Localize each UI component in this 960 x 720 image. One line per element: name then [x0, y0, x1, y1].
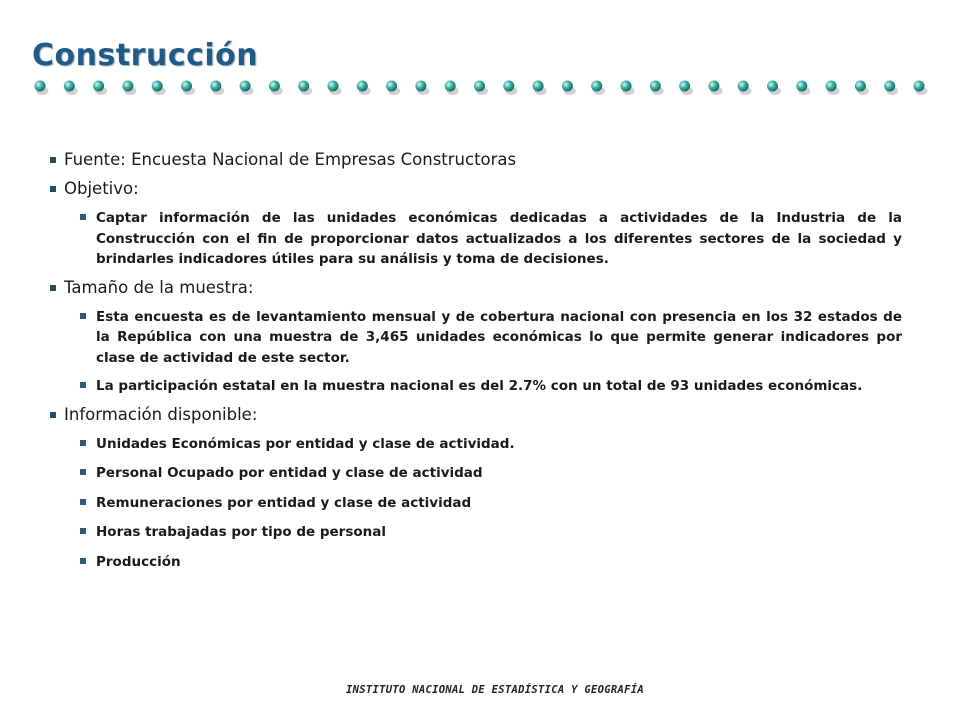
informacion-item: Producción: [80, 552, 902, 573]
dot: [796, 81, 807, 92]
dot: [562, 81, 573, 92]
decorative-dot-divider: [30, 74, 935, 102]
dot: [269, 81, 280, 92]
dot: [93, 81, 104, 92]
dot: [328, 81, 339, 92]
dot: [210, 81, 221, 92]
dot: [357, 81, 368, 92]
dot: [474, 81, 485, 92]
dot: [181, 81, 192, 92]
dot: [445, 81, 456, 92]
dot: [64, 81, 75, 92]
dot: [152, 81, 163, 92]
dot: [855, 81, 866, 92]
muestra-heading: Tamaño de la muestra:: [50, 278, 902, 297]
objetivo-heading: Objetivo:: [50, 179, 902, 198]
slide-title: Construcción: [32, 38, 259, 73]
dot: [826, 81, 837, 92]
informacion-item: Unidades Económicas por entidad y clase de actividad.: [80, 434, 902, 455]
dot: [591, 81, 602, 92]
informacion-heading: Información disponible:: [50, 405, 902, 424]
dot: [298, 81, 309, 92]
dot: [122, 81, 133, 92]
dot: [415, 81, 426, 92]
dot: [650, 81, 661, 92]
footer-institution: INSTITUTO NACIONAL DE ESTADÍSTICA Y GEOGRAFÍA: [346, 684, 644, 696]
dot: [884, 81, 895, 92]
dot: [503, 81, 514, 92]
dot: [621, 81, 632, 92]
muestra-item: Esta encuesta es de levantamiento mensual y de cobertura nacional con presencia en los 32 estados de la República con una muestra de 3,465 unidades económicas lo que permite generar indicadores por clase de actividad de este sector.: [80, 307, 902, 369]
slide-body: [50, 150, 902, 581]
dot: [679, 81, 690, 92]
objetivo-item: Captar información de las unidades económicas dedicadas a actividades de la Industria de la Construcción con el fin de proporcionar datos actualizados a los diferentes sectores de la sociedad y brindarles indicadores útiles para su análisis y toma de decisiones.: [80, 208, 902, 270]
dot: [738, 81, 749, 92]
dot: [914, 81, 925, 92]
informacion-item: Horas trabajadas por tipo de personal: [80, 522, 902, 543]
informacion-item: Personal Ocupado por entidad y clase de actividad: [80, 463, 902, 484]
muestra-item: La participación estatal en la muestra nacional es del 2.7% con un total de 93 unidades económicas.: [80, 376, 902, 397]
fuente-bullet: Fuente: Encuesta Nacional de Empresas Constructoras: [50, 150, 902, 169]
dot: [35, 81, 46, 92]
dot: [240, 81, 251, 92]
dot: [533, 81, 544, 92]
informacion-item: Remuneraciones por entidad y clase de actividad: [80, 493, 902, 514]
dot: [708, 81, 719, 92]
dot: [767, 81, 778, 92]
dot: [386, 81, 397, 92]
